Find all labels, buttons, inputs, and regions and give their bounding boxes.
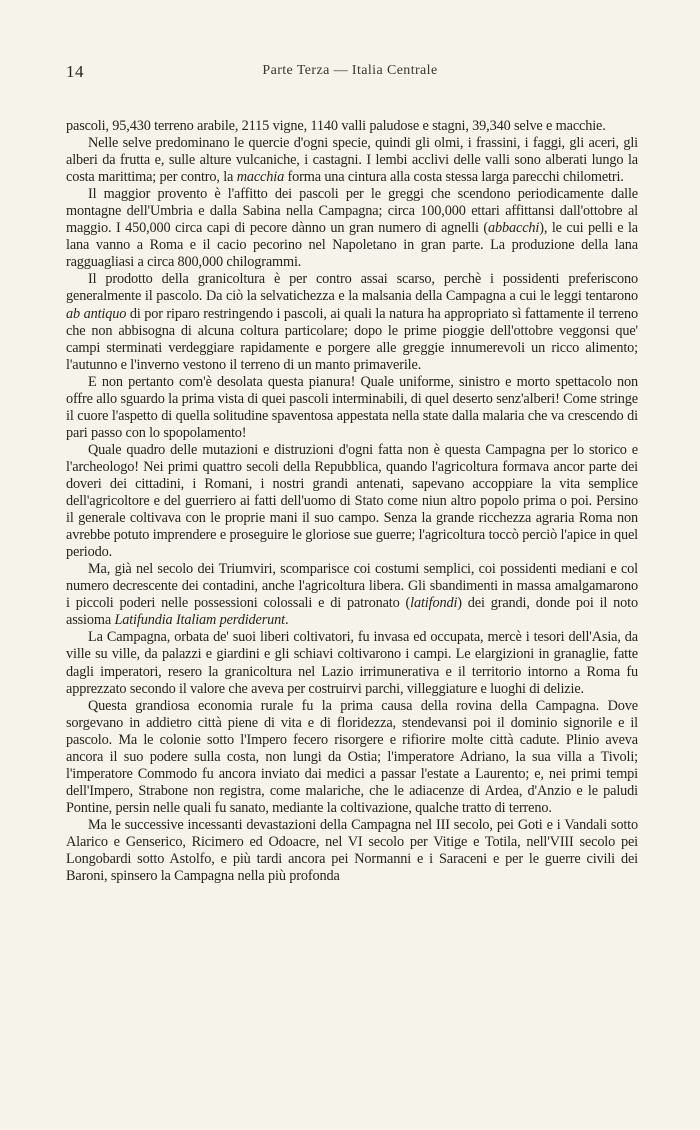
page-header [66,62,634,84]
running-head: Parte Terza — Italia Centrale [262,63,438,78]
body-text [66,118,638,885]
page-number: 14 [66,62,84,81]
paragraph: Il prodotto della granicoltura è per contro assai scarso, perchè i possidenti preferiscono generalmente il pascolo. Da ciò la selvatichezza e la malsania della Campagna a cui le leggi tentarono ab antiquo di por riparo restringendo i pascoli, ai quali la natura ha appropriato sì fattamente il terreno che non abbisogna di alcuna coltura particolare; dopo le prime pioggie dell'ottobre veggonsi que' campi sterminati verdeggiare rapidamente e porgere alle greggie innumerevoli un ricco alimento; l'autunno e l'inverno vestono il terreno di un manto primaverile. [66,271,638,373]
paragraph: Quale quadro delle mutazioni e distruzioni d'ogni fatta non è questa Campagna per lo storico e l'archeologo! Nei primi quattro secoli della Repubblica, quando l'agricoltura formava ancor parte dei doveri dei cittadini, i Romani, i nostri grandi antenati, sapevano accoppiare la vita semplice dell'agricoltore e del guerriero ai fatti dell'uomo di Stato come niun altro popolo prima o poi. Persino il generale coltivava con le proprie mani il suo campo. Senza la grande ricchezza agraria Roma non avrebbe potuto imprendere e proseguire le gloriose sue guerre; l'agricoltura toccò perciò l'apice in quel periodo. [66,441,638,561]
paragraph: La Campagna, orbata de' suoi liberi coltivatori, fu invasa ed occupata, mercè i tesori dell'Asia, da ville su ville, da palazzi e giardini e gli schiavi coltivarono i campi. Le elargizioni in granaglie, fatte dagli imperatori, resero la granicoltura nel Lazio irrimunerativa e il territorio intorno a Roma fu apprezzato secondo il valore che aveva per costruirvi parchi, villeggiature e luoghi di delizie. [66,629,638,697]
paragraph: Questa grandiosa economia rurale fu la prima causa della rovina della Campagna. Dove sorgevano in addietro città piene di vita e di floridezza, stendevansi poi il dominio signorile e il pascolo. Ma le colonie sotto l'Impero fecero risorgere e rifiorire molte città cadute. Plinio aveva ancora il suo podere sulla costa, non lungi da Ostia; l'imperatore Adriano, la sua villa a Tivoli; l'imperatore Commodo fu ancora inviato dai medici a passar l'estate a Laurento; e, nei primi tempi dell'Impero, Strabone non registra, come malariche, che le adiacenze di Ardea, d'Anzio e le paludi Pontine, persin nelle quali fu sanato, mediante la coltivazione, qualche tratto di terreno. [66,697,638,816]
paragraph: Nelle selve predominano le quercie d'ogni specie, quindi gli olmi, i frassini, i faggi, gli aceri, gli alberi da frutta e, sulle alture vulcaniche, i castagni. I lembi acclivi delle valli sono alberati lungo la costa marittima; per contro, la macchia forma una cintura alla costa stessa larga parecchi chilometri. [66,135,638,186]
paragraph: Il maggior provento è l'affitto dei pascoli per le greggi che scendono periodicamente dalle montagne dell'Umbria e dalla Sabina nella Campagna; circa 100,000 ettari affittansi dall'ottobre al maggio. I 450,000 circa capi di pecore dànno un gran numero di agnelli (abbacchi), le cui pelli e la lana vanno a Roma e il cacio pecorino nel Napoletano in gran parte. La produzione della lana ragguagliasi a circa 800,000 chilogrammi. [66,186,638,271]
paragraph: pascoli, 95,430 terreno arabile, 2115 vigne, 1140 valli paludose e stagni, 39,340 selve e macchie. [66,118,606,134]
paragraph: E non pertanto com'è desolata questa pianura! Quale uniforme, sinistro e morto spettacolo non offre allo sguardo la prima vista di quei pascoli interminabili, di quel deserto senz'alberi! Come stringe il cuore l'aspetto di quella solitudine spaventosa appestata nella state dalla malaria che va crescendo di pari passo con lo spopolamento! [66,373,638,441]
paragraph: Ma le successive incessanti devastazioni della Campagna nel III secolo, pei Goti e i Vandali sotto Alarico e Genserico, Ricimero ed Odoacre, nel VI secolo per Vitige e Totila, nell'VIII secolo pei Longobardi sotto Astolfo, e più tardi ancora pei Normanni e i Saraceni e per le guerre civili dei Baroni, spinsero la Campagna nella più profonda [66,816,638,885]
paragraph: Ma, già nel secolo dei Triumviri, scomparisce coi costumi semplici, coi possidenti mediani e col numero decrescente dei contadini, anche l'agricoltura libera. Gli sbandimenti in massa amalgamarono i piccoli poderi nelle possessioni colossali e di patronato (latifondi) dei grandi, donde poi il noto assioma Latifundia Italiam perdiderunt. [66,561,638,629]
